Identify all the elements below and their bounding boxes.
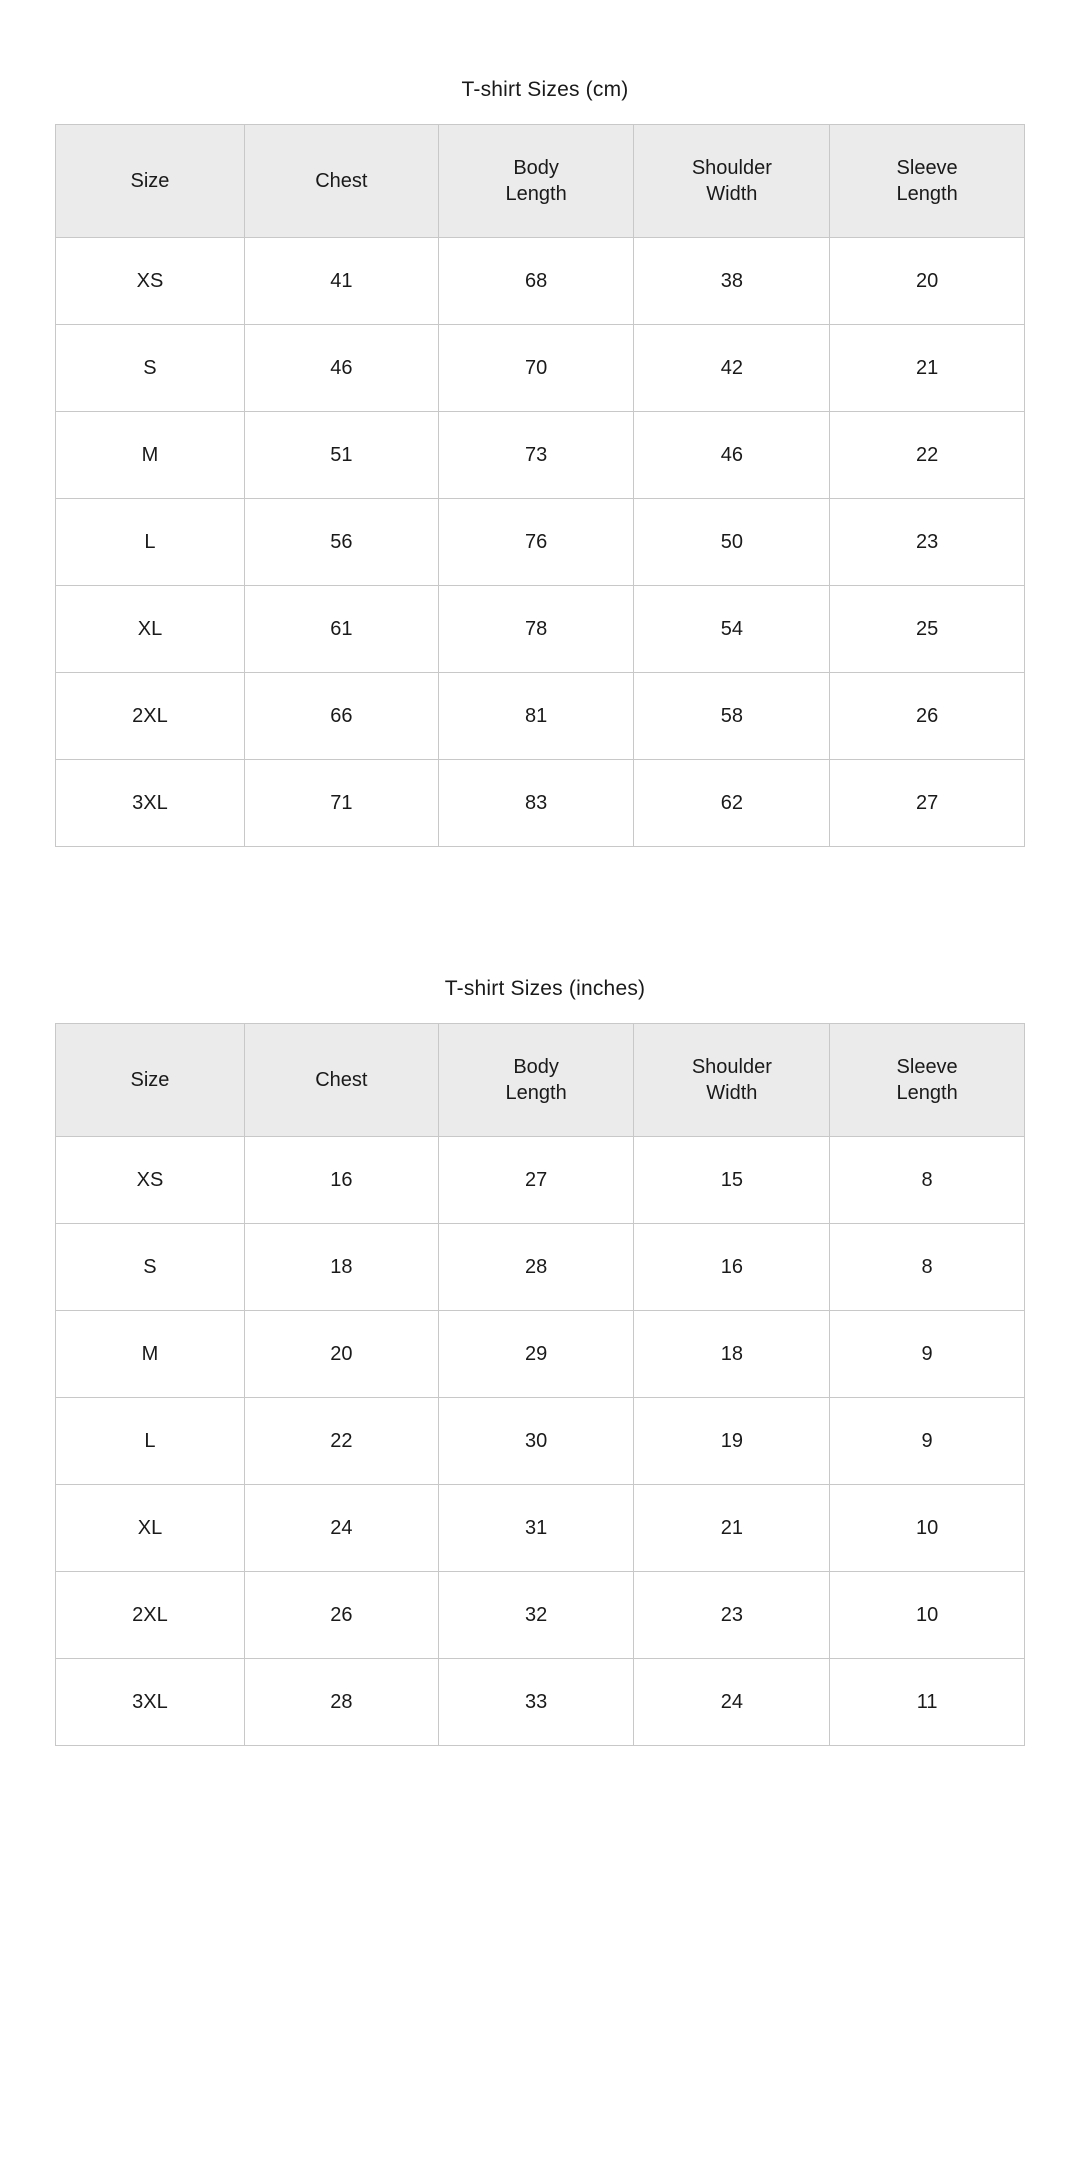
cell-body-length: 29: [438, 1311, 634, 1398]
table-title-inches: T-shirt Sizes (inches): [444, 977, 646, 1000]
cell-body-length: 70: [438, 325, 634, 412]
cell-size: L: [56, 1398, 245, 1485]
cell-size: XL: [56, 1485, 245, 1572]
table-row: [56, 1572, 1025, 1659]
cell-size: S: [56, 325, 245, 412]
cell-sleeve-length: 25: [830, 586, 1025, 673]
cell-size: M: [56, 1311, 245, 1398]
cell-chest: 24: [244, 1485, 438, 1572]
cell-sleeve-length: 9: [830, 1398, 1025, 1485]
cell-shoulder-width: 15: [634, 1137, 830, 1224]
cell-sleeve-length: 27: [830, 760, 1025, 847]
column-header-body-length: Body Length: [438, 1024, 634, 1137]
cell-size: 2XL: [56, 673, 245, 760]
cell-size: S: [56, 1224, 245, 1311]
cell-chest: 56: [244, 499, 438, 586]
cell-chest: 16: [244, 1137, 438, 1224]
cell-size: XL: [56, 586, 245, 673]
column-header-sleeve-length: Sleeve Length: [830, 125, 1025, 238]
cell-size: M: [56, 412, 245, 499]
column-header-shoulder-width: Shoulder Width: [634, 1024, 830, 1137]
cell-size: 2XL: [56, 1572, 245, 1659]
cell-sleeve-length: 8: [830, 1224, 1025, 1311]
column-header-chest: Chest: [244, 125, 438, 238]
table-row: [56, 325, 1025, 412]
table-row: [56, 1224, 1025, 1311]
cell-body-length: 27: [438, 1137, 634, 1224]
table-row: [56, 1311, 1025, 1398]
column-header-chest: Chest: [244, 1024, 438, 1137]
table-header-inches: [56, 1024, 1025, 1137]
cell-chest: 66: [244, 673, 438, 760]
cell-sleeve-length: 10: [830, 1485, 1025, 1572]
cell-body-length: 73: [438, 412, 634, 499]
column-header-size: Size: [56, 125, 245, 238]
cell-chest: 18: [244, 1224, 438, 1311]
table-row: [56, 1659, 1025, 1746]
cell-body-length: 78: [438, 586, 634, 673]
cell-chest: 61: [244, 586, 438, 673]
cell-sleeve-length: 26: [830, 673, 1025, 760]
table-body-inches: [56, 1137, 1025, 1746]
cell-chest: 28: [244, 1659, 438, 1746]
cell-sleeve-length: 21: [830, 325, 1025, 412]
cell-size: XS: [56, 1137, 245, 1224]
cell-sleeve-length: 10: [830, 1572, 1025, 1659]
cell-chest: 41: [244, 238, 438, 325]
cell-shoulder-width: 16: [634, 1224, 830, 1311]
cell-shoulder-width: 46: [634, 412, 830, 499]
cell-body-length: 28: [438, 1224, 634, 1311]
cell-size: L: [56, 499, 245, 586]
size-table-cm: [55, 124, 1025, 847]
cell-chest: 26: [244, 1572, 438, 1659]
table-header-row: [56, 1024, 1025, 1137]
table-row: [56, 760, 1025, 847]
table-row: [56, 412, 1025, 499]
size-table-inches-section: [40, 847, 1040, 1746]
cell-shoulder-width: 24: [634, 1659, 830, 1746]
cell-shoulder-width: 62: [634, 760, 830, 847]
cell-sleeve-length: 9: [830, 1311, 1025, 1398]
cell-sleeve-length: 20: [830, 238, 1025, 325]
cell-body-length: 31: [438, 1485, 634, 1572]
table-body-cm: [56, 238, 1025, 847]
cell-shoulder-width: 18: [634, 1311, 830, 1398]
cell-chest: 22: [244, 1398, 438, 1485]
table-row: [56, 1137, 1025, 1224]
cell-shoulder-width: 23: [634, 1572, 830, 1659]
column-header-sleeve-length: Sleeve Length: [830, 1024, 1025, 1137]
cell-body-length: 30: [438, 1398, 634, 1485]
cell-sleeve-length: 11: [830, 1659, 1025, 1746]
column-header-shoulder-width: Shoulder Width: [634, 125, 830, 238]
cell-sleeve-length: 23: [830, 499, 1025, 586]
column-header-size: Size: [56, 1024, 245, 1137]
size-table-cm-section: [40, 0, 1040, 847]
cell-body-length: 83: [438, 760, 634, 847]
cell-chest: 51: [244, 412, 438, 499]
table-row: [56, 499, 1025, 586]
cell-chest: 46: [244, 325, 438, 412]
table-row: [56, 238, 1025, 325]
cell-chest: 20: [244, 1311, 438, 1398]
cell-size: 3XL: [56, 1659, 245, 1746]
cell-size: 3XL: [56, 760, 245, 847]
cell-sleeve-length: 22: [830, 412, 1025, 499]
cell-shoulder-width: 58: [634, 673, 830, 760]
cell-body-length: 76: [438, 499, 634, 586]
table-header-cm: [56, 125, 1025, 238]
cell-body-length: 33: [438, 1659, 634, 1746]
cell-shoulder-width: 54: [634, 586, 830, 673]
cell-body-length: 81: [438, 673, 634, 760]
cell-shoulder-width: 42: [634, 325, 830, 412]
column-header-body-length: Body Length: [438, 125, 634, 238]
table-row: [56, 673, 1025, 760]
size-table-inches: [55, 1023, 1025, 1746]
cell-sleeve-length: 8: [830, 1137, 1025, 1224]
cell-size: XS: [56, 238, 245, 325]
table-header-row: [56, 125, 1025, 238]
cell-body-length: 32: [438, 1572, 634, 1659]
cell-shoulder-width: 19: [634, 1398, 830, 1485]
table-title-cm: T-shirt Sizes (cm): [461, 78, 629, 101]
cell-shoulder-width: 21: [634, 1485, 830, 1572]
cell-chest: 71: [244, 760, 438, 847]
cell-shoulder-width: 38: [634, 238, 830, 325]
table-row: [56, 586, 1025, 673]
table-row: [56, 1485, 1025, 1572]
cell-shoulder-width: 50: [634, 499, 830, 586]
table-row: [56, 1398, 1025, 1485]
cell-body-length: 68: [438, 238, 634, 325]
